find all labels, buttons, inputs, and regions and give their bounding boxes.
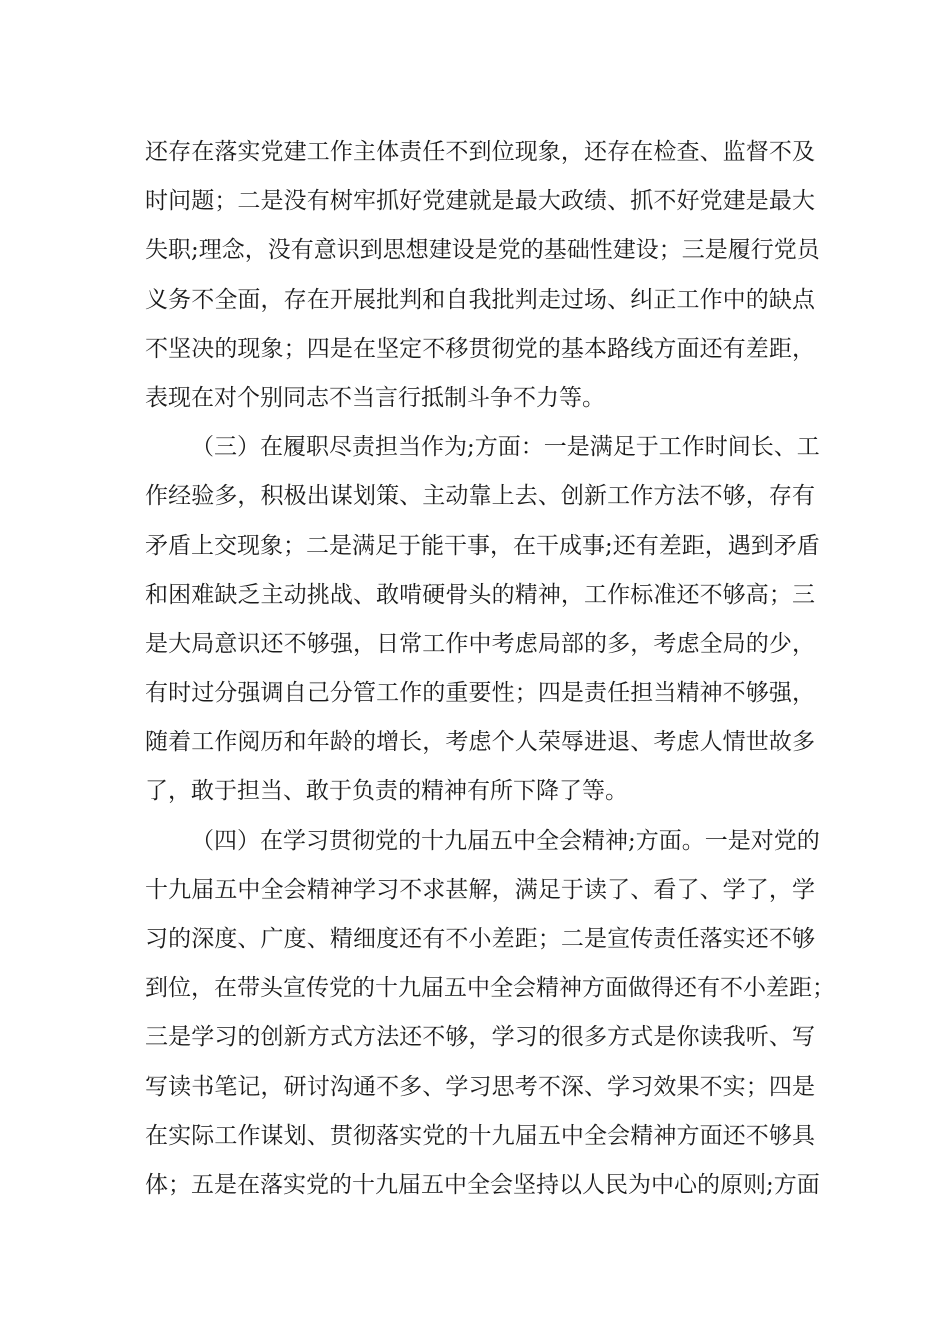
paragraph-3-line-8: 体；五是在落实党的十九届五中全会坚持以人民为中心的原则;方面 <box>145 1171 820 1198</box>
paragraph-2-line-2: 作经验多，积极出谋划策、主动靠上去、创新工作方法不够，存有 <box>145 483 815 510</box>
paragraph-1-line-4: 义务不全面，存在开展批判和自我批判走过场、纠正工作中的缺点 <box>145 286 815 313</box>
paragraph-2-line-7: 随着工作阅历和年龄的增长，考虑个人荣辱进退、考虑人情世故多 <box>145 729 815 756</box>
paragraph-3-line-5: 三是学习的创新方式方法还不够，学习的很多方式是你读我听、写 <box>145 1024 815 1051</box>
paragraph-2-line-6: 有时过分强调自己分管工作的重要性；四是责任担当精神不够强， <box>145 680 815 707</box>
paragraph-1-line-2: 时问题；二是没有树牢抓好党建就是最大政绩、抓不好党建是最大 <box>145 188 815 215</box>
paragraph-3-line-2: 十九届五中全会精神学习不求甚解，满足于读了、看了、学了，学 <box>145 876 815 903</box>
paragraph-1-line-6: 表现在对个别同志不当言行抵制斗争不力等。 <box>145 384 605 411</box>
paragraph-3-line-1: （四）在学习贯彻党的十九届五中全会精神;方面。一是对党的 <box>191 827 820 854</box>
paragraph-2-line-3: 矛盾上交现象；二是满足于能干事，在干成事;还有差距，遇到矛盾 <box>145 532 820 559</box>
paragraph-2-line-1: （三）在履职尽责担当作为;方面：一是满足于工作时间长、工 <box>191 434 820 461</box>
paragraph-3-line-3: 习的深度、广度、精细度还有不小差距；二是宣传责任落实还不够 <box>145 926 815 952</box>
paragraph-3-line-7: 在实际工作谋划、贯彻落实党的十九届五中全会精神方面还不够具 <box>145 1122 815 1149</box>
paragraph-1-line-5: 不坚决的现象；四是在坚定不移贯彻党的基本路线方面还有差距， <box>145 335 815 362</box>
paragraph-3-line-6: 写读书笔记，研讨沟通不多、学习思考不深、学习效果不实；四是 <box>145 1073 815 1100</box>
paragraph-2-line-8: 了，敢于担当、敢于负责的精神有所下降了等。 <box>145 778 628 805</box>
paragraph-2-line-5: 是大局意识还不够强，日常工作中考虑局部的多，考虑全局的少， <box>145 630 815 657</box>
paragraph-2-line-4: 和困难缺乏主动挑战、敢啃硬骨头的精神，工作标准还不够高；三 <box>145 581 815 608</box>
paragraph-1-line-1: 还存在落实党建工作主体责任不到位现象，还存在检查、监督不及 <box>145 139 815 165</box>
document-body <box>145 128 835 1210</box>
paragraph-3-line-4: 到位，在带头宣传党的十九届五中全会精神方面做得还有不小差距； <box>145 975 835 1002</box>
paragraph-1-line-3: 失职;理念，没有意识到思想建设是党的基础性建设；三是履行党员 <box>145 237 820 264</box>
